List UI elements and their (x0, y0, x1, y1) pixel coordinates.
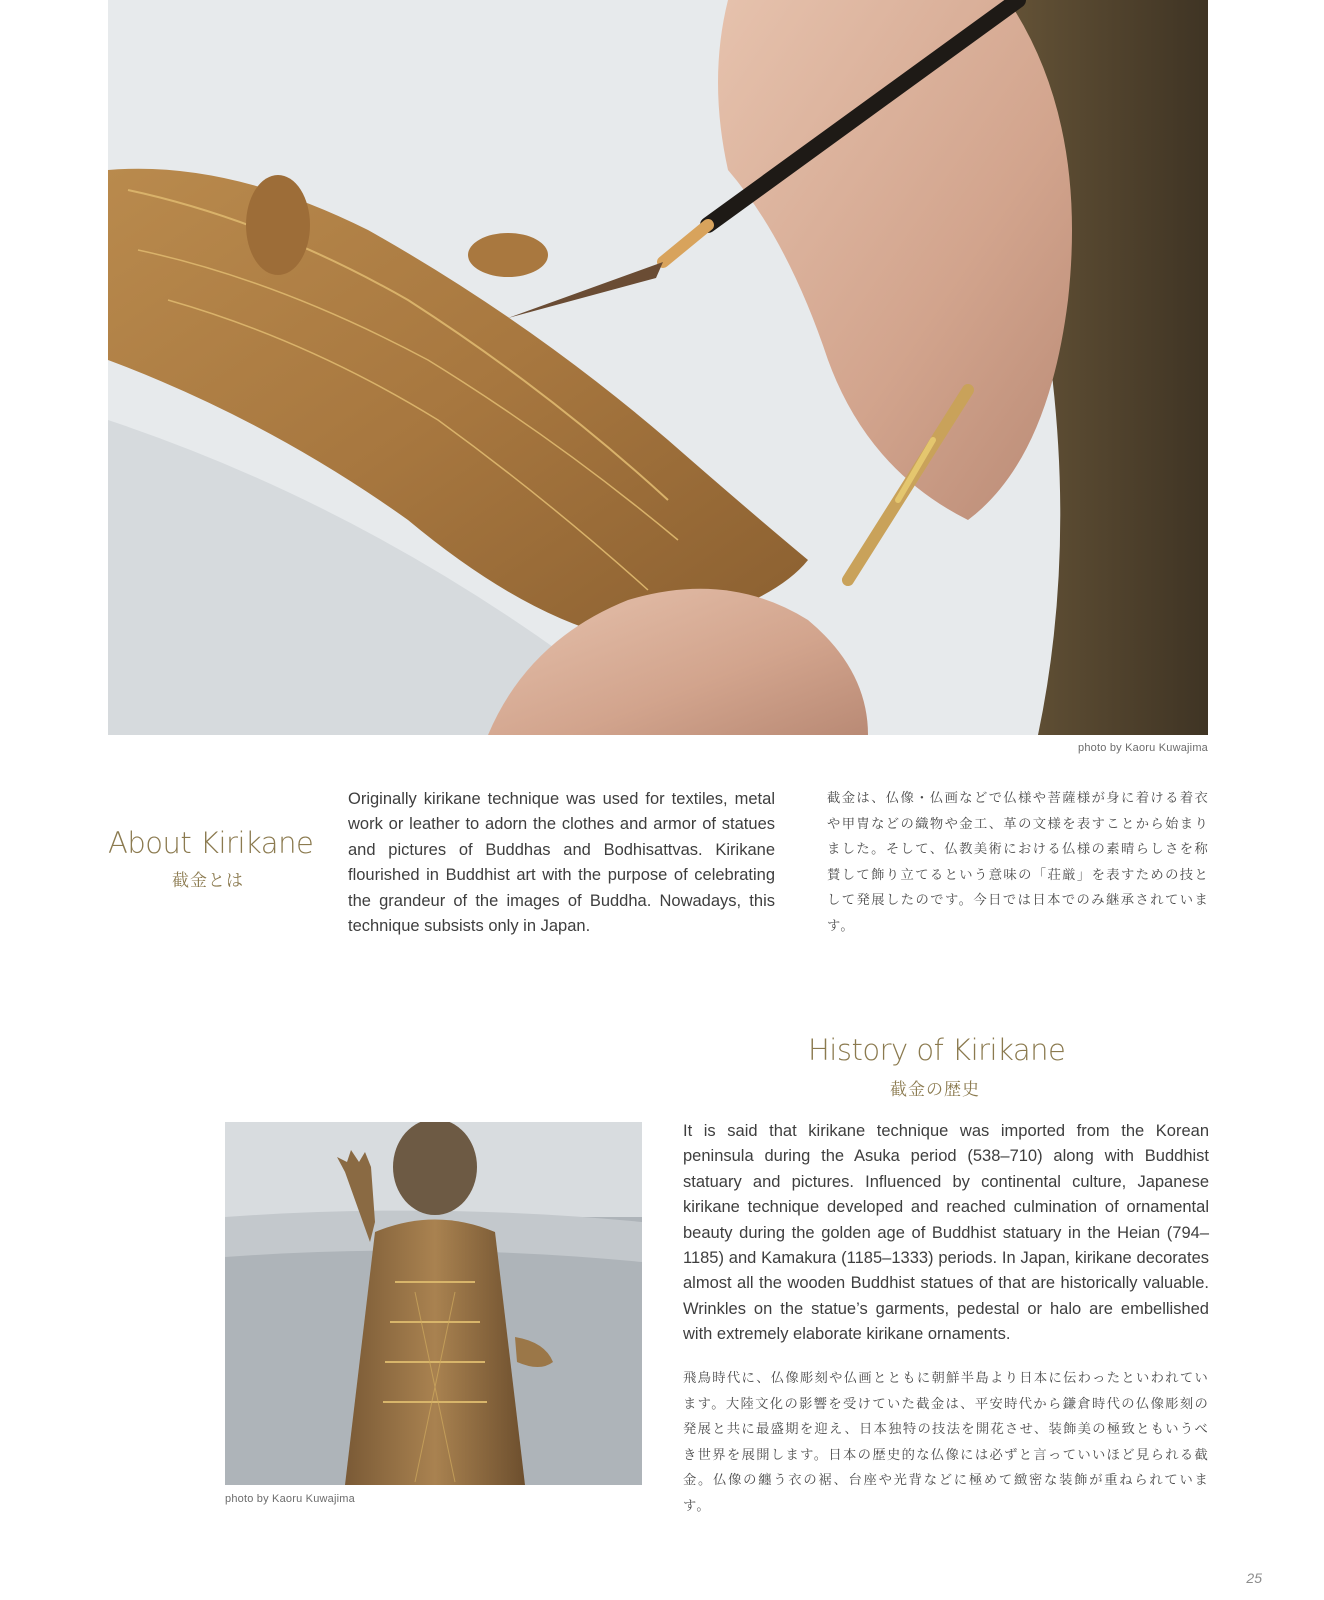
history-heading: History of Kirikane (808, 1033, 1066, 1067)
about-heading-jp: 截金とは (172, 871, 244, 890)
photo-credit-bottom: photo by Kaoru Kuwajima (225, 1493, 355, 1505)
history-body-jp: 飛鳥時代に、仏像彫刻や仏画とともに朝鮮半島より日本に伝わったといわれています。大陸文化の影響を受けていた截金は、平安時代から鎌倉時代の仏像彫刻の発展と共に最盛期を迎え、日本独特の技法を開花させ、装飾美の極致ともいうべき世界を展開します。日本の歴史的な仏像には必ずと言っていいほど見られる截金。仏像の纏う衣の裾、台座や光背などに極めて緻密な装飾が重ねられています。 (683, 1370, 1209, 1513)
hero-photo (108, 0, 1208, 735)
about-body-jp: 截金は、仏像・仏画などで仏様や菩薩様が身に着ける着衣や甲冑などの織物や金工、革の文様を表すことから始まりました。そして、仏教美術における仏様の素晴らしさを称賛して飾り立てるという意味の「荘厳」を表すための技として発展したのです。今日では日本でのみ継承されています。 (827, 790, 1209, 933)
about-body-en: Originally kirikane technique was used for textiles, metal work or leather to adorn the clothes and armor of statues and pictures of Buddhas and Bodhisattvas. Kirikane flourished in Buddhist art with the purpose of celebrating the grandeur of the images of Buddha. Nowadays, this technique subsists only in Japan. (348, 790, 775, 936)
statue-photo (225, 1122, 642, 1485)
about-heading: About Kirikane (108, 826, 314, 860)
hero-photo-illustration (108, 0, 1208, 735)
history-heading-jp: 截金の歴史 (890, 1080, 980, 1099)
photo-credit-top: photo by Kaoru Kuwajima (1078, 742, 1208, 754)
statue-photo-illustration (225, 1122, 642, 1485)
history-body-en: It is said that kirikane technique was imported from the Korean peninsula during the Asuka period (538–710) along with Buddhist statuary and pictures. Influenced by continental culture, Japanese kirikane technique developed and reached culmination of ornamental beauty during the golden age of Buddhist statuary in the Heian (794–1185) and Kamakura (1185–1333) periods. In Japan, kirikane decorates almost all the wooden Buddhist statues of that are historically valuable. Wrinkles on the statue’s garments, pedestal or halo are embellished with extremely elaborate kirikane ornaments. (683, 1122, 1209, 1344)
page-number: 25 (1246, 1570, 1262, 1586)
